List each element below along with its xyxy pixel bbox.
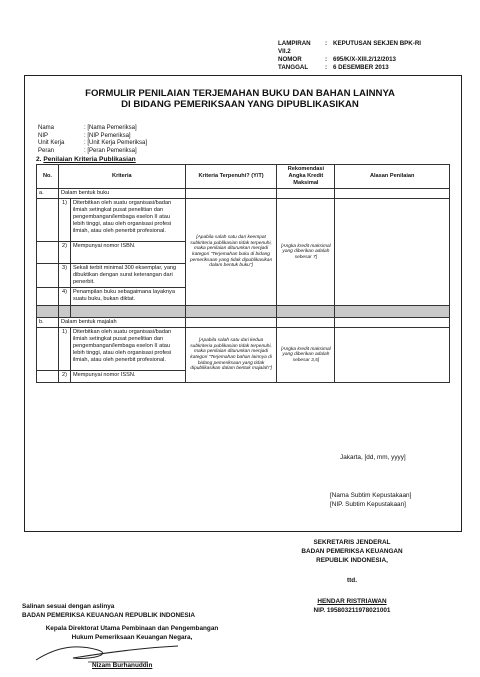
copy-note-line4: Hukum Pemeriksaan Keuangan Negara,: [71, 634, 193, 641]
group-a-alasan-cell[interactable]: [335, 199, 450, 306]
group-a-title: Dalam bentuk buku: [58, 189, 185, 199]
assessor-name: [Nama Subtim Kepustakaan]: [330, 492, 412, 499]
copy-note-line1: Salinan sesuai dengan aslinya: [22, 603, 115, 610]
group-b-title: Dalam bentuk majalah: [58, 318, 185, 328]
header-alasan: Alasan Penilaian: [335, 165, 450, 189]
header-terpenuhi: Kriteria Terpenuhi? (Y/T): [185, 165, 277, 189]
header-no: No.: [37, 165, 59, 189]
identity-nip: NIP : [NIP Pemeriksa]: [38, 132, 131, 139]
table-row: 2) Mempunyai nomor ISBN.: [37, 242, 450, 264]
header-meta: [278, 40, 421, 72]
group-b-note-rekomendasi: [Angka kredit maksimal yang diberikan adalah sebesar 3,5]: [277, 328, 335, 383]
meta-row-nomor: NOMOR : 695/K/X-XIII.2/12/2013: [278, 56, 396, 63]
sekjen-title-1: SEKRETARIS JENDERAL: [313, 539, 391, 546]
assessor-place-date: Jakarta, [dd, mm, yyyy]: [340, 454, 406, 461]
separator-row: [37, 306, 450, 318]
meta-row-tanggal: TANGGAL : 6 DESEMBER 2013: [278, 64, 389, 71]
group-b-note-terpenuhi: [Apabila salah satu dari kedua subkriteria publikasian tidak terpenuhi, maka penilaian diturunkan menjadi kategori "Terjemahan bahan lainnya di bidang pemeriksaan yang tidak dipublikasikan dalam bentuk majalah"]: [185, 328, 277, 383]
form-title-line1: FORMULIR PENILAIAN TERJEMAHAN BUKU DAN BAHAN LAINNYA: [85, 88, 395, 99]
copy-note-line3: Kepala Direktorat Utama Pembinaan dan Pengembangan: [45, 625, 219, 632]
form-title-line2: DI BIDANG PEMERIKSAAN YANG DIPUBLIKASIKAN: [121, 99, 359, 110]
sekjen-title-3: REPUBLIK INDONESIA,: [316, 557, 388, 564]
group-a-note-rekomendasi: [Angka kredit maksimal yang diberikan adalah sebesar 7]: [277, 199, 335, 306]
header-kriteria: Kriteria: [58, 165, 185, 189]
identity-block: [38, 125, 147, 155]
group-a-title-row: a. Dalam bentuk buku: [37, 189, 450, 199]
group-b-title-row: b. Dalam bentuk majalah: [37, 318, 450, 328]
table-row: 1) Diterbitkan oleh suatu organisasi/badan ilmiah setingkat pusat penelitian dan pengembangan/lembaga eselon II atau lebih tinggi, atau oleh organisasi profesi ilmiah, atau oleh penerbit profesional. [Apabila salah satu dari kedua subkriteria publikasian tidak terpenuhi, maka penilaian diturunkan menjadi kategori "Terjemahan bahan lainnya di bidang pemeriksaan yang tidak dipublikasikan dalam bentuk majalah"] [Angka kredit maksimal yang diberikan adalah sebesar 3,5]: [37, 328, 450, 371]
sekjen-ttd: ttd.: [347, 577, 357, 584]
group-b-alasan-cell[interactable]: [335, 328, 450, 383]
header-rekomendasi: Rekomendasi Angka Kredit Maksimal: [277, 165, 335, 189]
copy-note-line2: BADAN PEMERIKSA KEUANGAN REPUBLIK INDONESIA: [22, 612, 196, 619]
table-row: 4) Penampilan buku sebagaimana layaknya suatu buku, bukan diktat.: [37, 288, 450, 306]
table-row: 2) Mempunyai nomor ISSN.: [37, 371, 450, 383]
sekjen-title-2: BADAN PEMERIKSA KEUANGAN: [301, 548, 403, 555]
sekjen-nip: NIP. 195803211978021001: [313, 607, 391, 614]
table-header-row: [37, 165, 450, 189]
assessor-nip: [NIP. Subtim Kepustakaan]: [330, 501, 406, 508]
table-row: 3) Sekali terbit minimal 300 eksemplar, yang dibuktikan dengan surat keterangan dari penerbit.: [37, 264, 450, 288]
sekjen-name: HENDAR RISTRIAWAN: [317, 598, 387, 605]
group-a-note-terpenuhi: [Apabila salah satu dari keempat subkriteria publikasian tidak terpenuhi, maka penilaian diturunkan menjadi kategori "Terjemahan buku di bidang pemeriksaan yang tidak dipublikasikan dalam bentuk buku"]: [185, 199, 277, 306]
assessment-table: [36, 164, 450, 383]
copy-note-name: Nizam Burhanuddin: [92, 662, 153, 669]
table-row: 1) Diterbitkan oleh suatu organisasi/badan ilmiah setingkat pusat penelitian dan pengembangan/lembaga eselon II atau lebih tinggi, atau oleh organisasi profesi ilmiah, atau oleh penerbit profesional. [Apabila salah satu dari keempat subkriteria publikasian tidak terpenuhi, maka penilaian diturunkan menjadi kategori "Terjemahan buku di bidang pemeriksaan yang tidak dipublikasikan dalam bentuk buku"] [Angka kredit maksimal yang diberikan adalah sebesar 7]: [37, 199, 450, 242]
section-heading: 2. Penilaian Kriteria Publikasian: [36, 156, 136, 163]
identity-nama: Nama : [Nama Pemeriksa]: [38, 125, 137, 131]
meta-row-lampiran: LAMPIRAN VII.2 : KEPUTUSAN SEKJEN BPK-RI: [278, 40, 422, 55]
identity-peran: Peran : [Peran Pemeriksa]: [38, 147, 137, 154]
identity-unit: Unit Kerja : [Unit Kerja Pemeriksa]: [38, 140, 148, 146]
